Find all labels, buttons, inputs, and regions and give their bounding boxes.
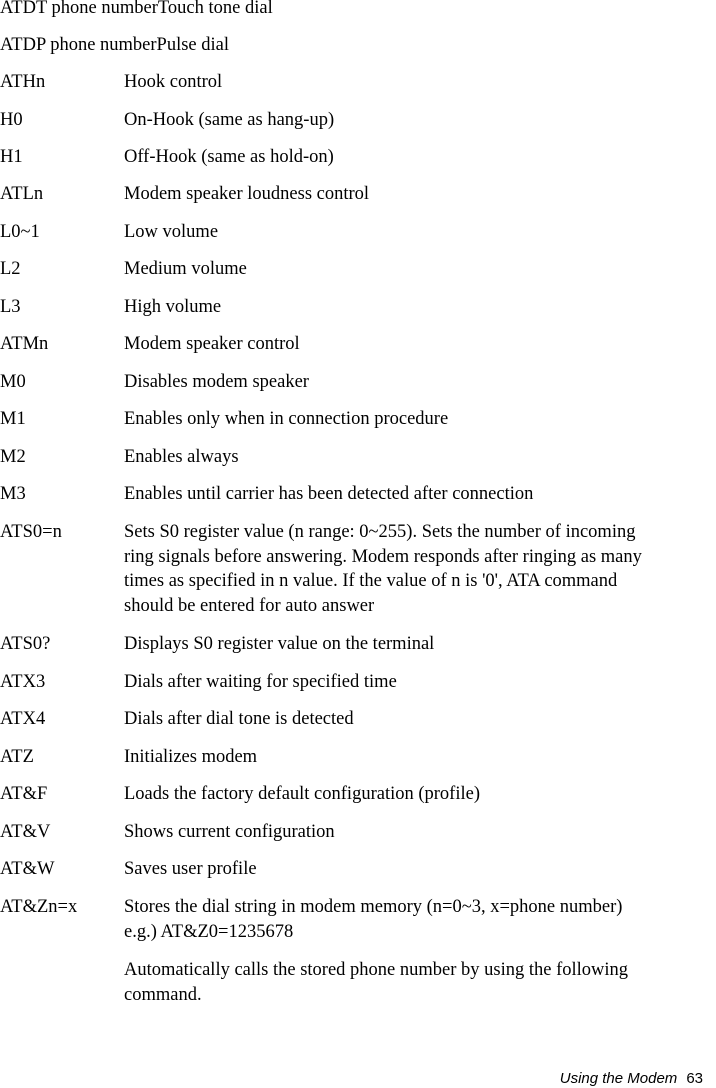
command-description: On-Hook (same as hang-up) xyxy=(124,110,335,130)
command-description: Off-Hook (same as hold-on) xyxy=(124,147,334,167)
command-description: Shows current configuration xyxy=(124,822,335,842)
command-name: M0 xyxy=(0,372,26,392)
command-name: L3 xyxy=(0,297,21,317)
command-description: Dials after waiting for specified time xyxy=(124,672,397,692)
command-description: Loads the factory default configuration (profile) xyxy=(124,784,480,804)
command-name: L2 xyxy=(0,259,21,279)
command-description: Low volume xyxy=(124,222,219,242)
command-description: Stores the dial string in modem memory (n=0~3, x=phone number) e.g.) AT&Z0=1235678 xyxy=(124,897,623,942)
footer-section-title: Using the Modem xyxy=(559,1070,678,1087)
command-description: Modem speaker control xyxy=(124,334,300,354)
command-description: Enables always xyxy=(124,447,239,467)
command-description: Displays S0 register value on the terminal xyxy=(124,634,435,654)
command-name: ATMn xyxy=(0,334,49,354)
command-name: ATLn xyxy=(0,184,44,204)
command-description: Automatically calls the stored phone number by using the following command. xyxy=(124,960,629,1005)
command-description: Initializes modem xyxy=(124,747,258,767)
command-name: ATZ xyxy=(0,747,34,767)
command-name: M2 xyxy=(0,447,26,467)
command-description: Dials after dial tone is detected xyxy=(124,709,354,729)
command-description: Modem speaker loudness control xyxy=(124,184,370,204)
command-name: ATX4 xyxy=(0,709,46,729)
footer-page-number: 63 xyxy=(686,1070,703,1087)
page-footer xyxy=(560,1069,703,1088)
command-name: H1 xyxy=(0,147,23,167)
command-description: Enables only when in connection procedure xyxy=(124,409,449,429)
command-name: AT&Zn=x xyxy=(0,897,78,917)
command-name: L0~1 xyxy=(0,222,40,242)
command-description: Hook control xyxy=(124,72,223,92)
command-full-line: ATDP phone numberPulse dial xyxy=(0,35,230,55)
command-name: ATS0=n xyxy=(0,522,62,542)
command-name: ATS0? xyxy=(0,634,51,654)
command-name: AT&W xyxy=(0,859,55,879)
command-name: AT&F xyxy=(0,784,48,804)
command-description: Disables modem speaker xyxy=(124,372,309,392)
command-name: ATHn xyxy=(0,72,46,92)
command-name: H0 xyxy=(0,110,23,130)
command-name: M1 xyxy=(0,409,26,429)
command-full-line: ATDT phone numberTouch tone dial xyxy=(0,0,273,18)
command-description: Saves user profile xyxy=(124,859,257,879)
command-description: Sets S0 register value (n range: 0~255). Sets the number of incoming ring signals before answering. Modem responds after ringing as many times as specified in n value. If the value of n is '0', ATA command should be entered for auto answer xyxy=(124,522,642,616)
command-name: AT&V xyxy=(0,822,51,842)
command-name: ATX3 xyxy=(0,672,46,692)
command-name: M3 xyxy=(0,484,26,504)
command-description: Enables until carrier has been detected after connection xyxy=(124,484,534,504)
command-description: Medium volume xyxy=(124,259,247,279)
command-description: High volume xyxy=(124,297,222,317)
